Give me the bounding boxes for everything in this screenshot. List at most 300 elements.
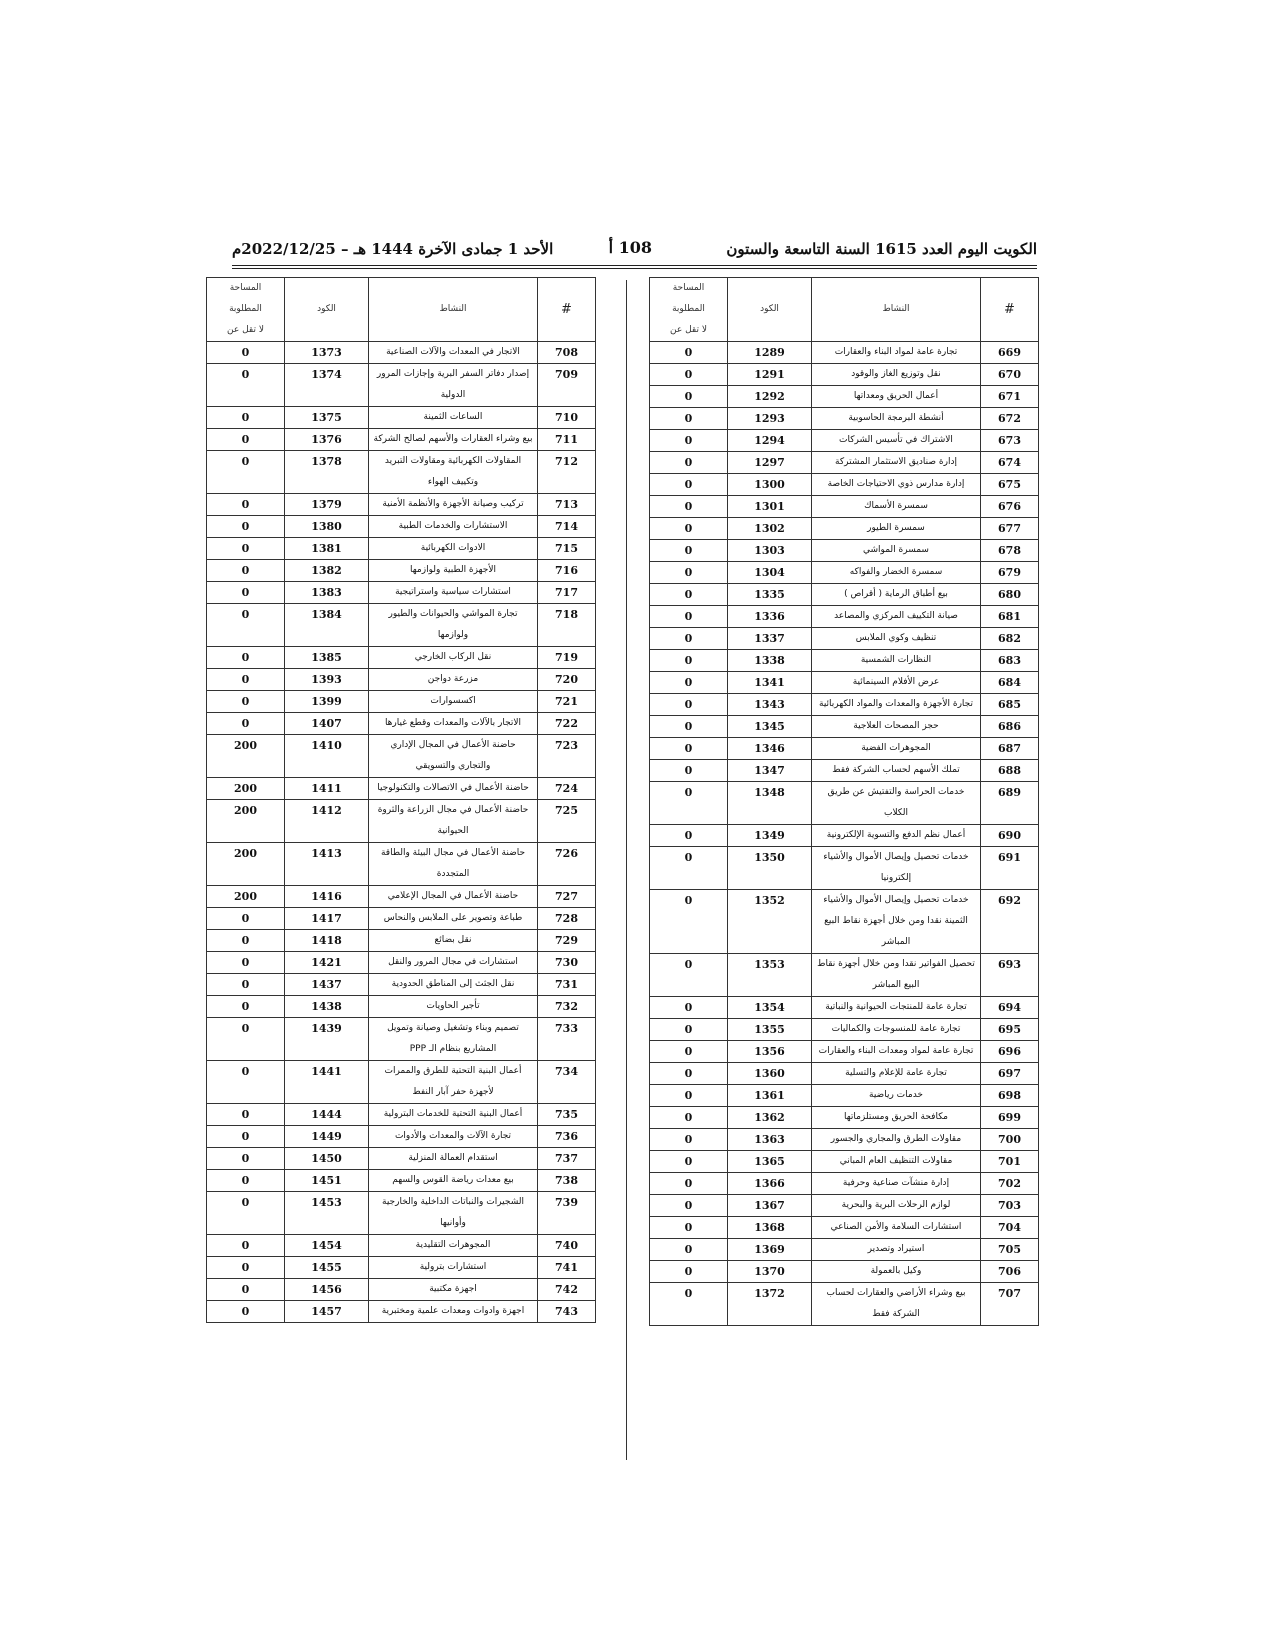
table-row <box>207 538 596 560</box>
cell-code: 1355 <box>728 1019 812 1041</box>
cell-code: 1373 <box>285 342 369 364</box>
table-row <box>207 735 596 778</box>
cell-num: 712 <box>538 451 596 494</box>
cell-code: 1365 <box>728 1151 812 1173</box>
cell-code: 1407 <box>285 713 369 735</box>
cell-area: 0 <box>207 1257 285 1279</box>
table-row <box>650 782 1039 825</box>
cell-activity: الادوات الكهربائية <box>369 538 538 560</box>
cell-num: 683 <box>981 650 1039 672</box>
header-area-text: لا تقل عن <box>227 325 264 335</box>
cell-code: 1444 <box>285 1104 369 1126</box>
cell-activity: سمسرة المواشي <box>812 540 981 562</box>
cell-num: 702 <box>981 1173 1039 1195</box>
cell-code: 1379 <box>285 494 369 516</box>
cell-area: 0 <box>207 516 285 538</box>
cell-num: 693 <box>981 954 1039 997</box>
table-row <box>650 364 1039 386</box>
cell-num: 706 <box>981 1261 1039 1283</box>
table-row <box>650 847 1039 890</box>
cell-num: 680 <box>981 584 1039 606</box>
cell-area: 0 <box>650 606 728 628</box>
table-row <box>207 1061 596 1104</box>
cell-num: 694 <box>981 997 1039 1019</box>
cell-activity: الاشتراك في تأسيس الشركات <box>812 430 981 452</box>
table-row <box>207 647 596 669</box>
cell-area: 0 <box>650 1239 728 1261</box>
cell-code: 1380 <box>285 516 369 538</box>
cell-activity: المقاولات الكهربائية ومقاولات التبريد وتكييف الهواء <box>369 451 538 494</box>
cell-activity: الأجهزة الطبية ولوازمها <box>369 560 538 582</box>
cell-activity: اجهزة مكتبية <box>369 1279 538 1301</box>
cell-num: 672 <box>981 408 1039 430</box>
cell-code: 1350 <box>728 847 812 890</box>
table-row <box>650 1041 1039 1063</box>
cell-code: 1385 <box>285 647 369 669</box>
cell-code: 1304 <box>728 562 812 584</box>
cell-num: 720 <box>538 669 596 691</box>
header-area-text: لا تقل عن <box>670 325 707 335</box>
cell-num: 724 <box>538 778 596 800</box>
cell-num: 686 <box>981 716 1039 738</box>
cell-code: 1456 <box>285 1279 369 1301</box>
table-row <box>207 604 596 647</box>
table-row <box>650 496 1039 518</box>
cell-activity: تنظيف وكوي الملابس <box>812 628 981 650</box>
cell-num: 740 <box>538 1235 596 1257</box>
cell-code: 1347 <box>728 760 812 782</box>
cell-area: 200 <box>207 778 285 800</box>
cell-num: 676 <box>981 496 1039 518</box>
cell-code: 1384 <box>285 604 369 647</box>
cell-code: 1411 <box>285 778 369 800</box>
table-row <box>207 1148 596 1170</box>
table-row <box>650 1195 1039 1217</box>
table-header-row <box>207 278 596 342</box>
cell-area: 0 <box>207 1170 285 1192</box>
cell-activity: تجارة عامة للإعلام والتسلية <box>812 1063 981 1085</box>
cell-activity: تجارة عامة للمنسوجات والكماليات <box>812 1019 981 1041</box>
cell-activity: استقدام العمالة المنزلية <box>369 1148 538 1170</box>
activities-table-left <box>206 277 596 1323</box>
cell-code: 1366 <box>728 1173 812 1195</box>
cell-activity: تجارة المواشي والحيوانات والطيور ولوازمها <box>369 604 538 647</box>
cell-num: 714 <box>538 516 596 538</box>
cell-num: 727 <box>538 886 596 908</box>
cell-area: 0 <box>650 342 728 364</box>
cell-activity: أعمال الحريق ومعداتها <box>812 386 981 408</box>
table-row <box>207 1257 596 1279</box>
cell-area: 0 <box>650 672 728 694</box>
right-table-container <box>649 277 1039 1326</box>
gazette-title: الكويت اليوم العدد 1615 السنة التاسعة والستون <box>726 240 1037 258</box>
cell-num: 735 <box>538 1104 596 1126</box>
cell-activity: إدارة صناديق الاستثمار المشتركة <box>812 452 981 474</box>
cell-area: 0 <box>207 538 285 560</box>
cell-activity: مزرعة دواجن <box>369 669 538 691</box>
cell-area: 200 <box>207 843 285 886</box>
cell-area: 0 <box>650 825 728 847</box>
cell-code: 1421 <box>285 952 369 974</box>
cell-activity: تركيب وصيانة الأجهزة والأنظمة الأمنية <box>369 494 538 516</box>
cell-code: 1341 <box>728 672 812 694</box>
cell-area: 0 <box>650 1261 728 1283</box>
cell-num: 719 <box>538 647 596 669</box>
column-divider <box>626 280 627 1460</box>
table-row <box>207 1126 596 1148</box>
cell-num: 669 <box>981 342 1039 364</box>
cell-code: 1348 <box>728 782 812 825</box>
cell-activity: استشارات في مجال المرور والنقل <box>369 952 538 974</box>
header-code <box>728 278 812 342</box>
cell-num: 711 <box>538 429 596 451</box>
cell-activity: خدمات تحصيل وإيصال الأموال والأشياء الثمينة نقدا ومن خلال أجهزة نقاط البيع المباشر <box>812 890 981 954</box>
cell-area: 0 <box>650 496 728 518</box>
cell-activity: تجارة الأجهزة والمعدات والمواد الكهربائية <box>812 694 981 716</box>
cell-area: 0 <box>207 1126 285 1148</box>
cell-area: 0 <box>650 540 728 562</box>
cell-num: 729 <box>538 930 596 952</box>
cell-num: 728 <box>538 908 596 930</box>
cell-code: 1346 <box>728 738 812 760</box>
cell-activity: تحصيل الفواتير نقدا ومن خلال أجهزة نقاط البيع المباشر <box>812 954 981 997</box>
cell-num: 671 <box>981 386 1039 408</box>
table-row <box>650 1261 1039 1283</box>
table-row <box>207 1301 596 1323</box>
cell-code: 1356 <box>728 1041 812 1063</box>
table-row <box>650 430 1039 452</box>
cell-code: 1300 <box>728 474 812 496</box>
table-row <box>650 997 1039 1019</box>
cell-code: 1382 <box>285 560 369 582</box>
cell-area: 0 <box>207 930 285 952</box>
cell-area: 200 <box>207 800 285 843</box>
cell-code: 1441 <box>285 1061 369 1104</box>
cell-area: 0 <box>207 582 285 604</box>
cell-code: 1363 <box>728 1129 812 1151</box>
cell-num: 703 <box>981 1195 1039 1217</box>
cell-area: 0 <box>207 1235 285 1257</box>
cell-num: 681 <box>981 606 1039 628</box>
cell-area: 0 <box>207 1279 285 1301</box>
table-row <box>650 890 1039 954</box>
cell-code: 1369 <box>728 1239 812 1261</box>
header-area-text: المساحة <box>672 283 705 293</box>
cell-activity: تصميم وبناء وتشغيل وصيانة وتمويل المشاريع بنظام الـ PPP <box>369 1018 538 1061</box>
cell-area: 0 <box>207 952 285 974</box>
cell-num: 684 <box>981 672 1039 694</box>
table-row <box>207 407 596 429</box>
table-row <box>207 691 596 713</box>
cell-code: 1303 <box>728 540 812 562</box>
page-header <box>232 238 1037 268</box>
cell-num: 678 <box>981 540 1039 562</box>
table-row <box>650 672 1039 694</box>
cell-num: 700 <box>981 1129 1039 1151</box>
table-row <box>650 540 1039 562</box>
cell-area: 0 <box>650 1195 728 1217</box>
cell-activity: نقل الركاب الخارجي <box>369 647 538 669</box>
cell-num: 733 <box>538 1018 596 1061</box>
cell-code: 1374 <box>285 364 369 407</box>
table-row <box>650 452 1039 474</box>
cell-code: 1399 <box>285 691 369 713</box>
issue-date: الأحد 1 جمادى الآخرة 1444 هـ – 2022/12/25م <box>232 240 554 258</box>
cell-activity: المجوهرات الفضية <box>812 738 981 760</box>
table-row <box>650 1151 1039 1173</box>
cell-code: 1439 <box>285 1018 369 1061</box>
cell-num: 739 <box>538 1192 596 1235</box>
cell-area: 0 <box>650 954 728 997</box>
table-row <box>207 886 596 908</box>
cell-area: 0 <box>650 386 728 408</box>
cell-code: 1343 <box>728 694 812 716</box>
cell-activity: استيراد وتصدير <box>812 1239 981 1261</box>
cell-activity: الاستشارات والخدمات الطبية <box>369 516 538 538</box>
cell-area: 0 <box>650 408 728 430</box>
cell-activity: حاضنة الأعمال في المجال الإعلامي <box>369 886 538 908</box>
table-row <box>650 694 1039 716</box>
cell-area: 0 <box>650 1151 728 1173</box>
cell-num: 689 <box>981 782 1039 825</box>
cell-num: 713 <box>538 494 596 516</box>
cell-area: 0 <box>207 429 285 451</box>
cell-num: 718 <box>538 604 596 647</box>
cell-activity: استشارات السلامة والأمن الصناعي <box>812 1217 981 1239</box>
cell-activity: وكيل بالعمولة <box>812 1261 981 1283</box>
cell-activity: تجارة عامة للمنتجات الحيوانية والنباتية <box>812 997 981 1019</box>
cell-code: 1297 <box>728 452 812 474</box>
cell-area: 0 <box>650 1041 728 1063</box>
header-area <box>650 278 728 342</box>
cell-area: 0 <box>207 1148 285 1170</box>
cell-code: 1455 <box>285 1257 369 1279</box>
cell-code: 1338 <box>728 650 812 672</box>
table-row <box>650 650 1039 672</box>
table-row <box>207 713 596 735</box>
table-row <box>650 386 1039 408</box>
table-row <box>650 628 1039 650</box>
cell-code: 1345 <box>728 716 812 738</box>
cell-activity: المجوهرات التقليدية <box>369 1235 538 1257</box>
table-row <box>207 669 596 691</box>
cell-activity: مقاولات الطرق والمجاري والجسور <box>812 1129 981 1151</box>
cell-code: 1353 <box>728 954 812 997</box>
cell-activity: اجهزة وادوات ومعدات علمية ومختبرية <box>369 1301 538 1323</box>
cell-num: 710 <box>538 407 596 429</box>
table-row <box>207 1192 596 1235</box>
cell-activity: خدمات تحصيل وإيصال الأموال والأشياء إلكترونيا <box>812 847 981 890</box>
cell-activity: مقاولات التنظيف العام المباني <box>812 1151 981 1173</box>
cell-num: 679 <box>981 562 1039 584</box>
cell-area: 0 <box>207 1061 285 1104</box>
cell-num: 742 <box>538 1279 596 1301</box>
cell-activity: أعمال نظم الدفع والتسوية الإلكترونية <box>812 825 981 847</box>
cell-code: 1378 <box>285 451 369 494</box>
cell-activity: تملك الأسهم لحساب الشركة فقط <box>812 760 981 782</box>
table-row <box>650 1283 1039 1326</box>
cell-area: 0 <box>207 560 285 582</box>
table-row <box>207 342 596 364</box>
activities-table-right <box>649 277 1039 1326</box>
cell-code: 1381 <box>285 538 369 560</box>
table-row <box>207 1235 596 1257</box>
cell-code: 1449 <box>285 1126 369 1148</box>
cell-area: 0 <box>207 451 285 494</box>
cell-activity: إدارة مدارس ذوي الاحتياجات الخاصة <box>812 474 981 496</box>
cell-activity: خدمات الحراسة والتفتيش عن طريق الكلاب <box>812 782 981 825</box>
cell-area: 0 <box>650 584 728 606</box>
table-row <box>650 1217 1039 1239</box>
cell-code: 1370 <box>728 1261 812 1283</box>
cell-num: 682 <box>981 628 1039 650</box>
table-row <box>207 930 596 952</box>
cell-activity: أعمال البنية التحتية للطرق والممرات لأجهزة حفر آبار النفط <box>369 1061 538 1104</box>
cell-code: 1349 <box>728 825 812 847</box>
table-row <box>207 494 596 516</box>
table-row <box>207 1170 596 1192</box>
cell-code: 1375 <box>285 407 369 429</box>
table-row <box>207 516 596 538</box>
cell-area: 200 <box>207 886 285 908</box>
cell-activity: مكافحة الحريق ومستلزماتها <box>812 1107 981 1129</box>
cell-activity: تأجير الحاويات <box>369 996 538 1018</box>
cell-code: 1417 <box>285 908 369 930</box>
cell-num: 732 <box>538 996 596 1018</box>
cell-area: 0 <box>207 974 285 996</box>
table-row <box>650 474 1039 496</box>
cell-area: 0 <box>207 647 285 669</box>
cell-activity: حاضنة الأعمال في المجال الإداري والتجاري والتسويقي <box>369 735 538 778</box>
table-row <box>650 1019 1039 1041</box>
cell-area: 0 <box>650 760 728 782</box>
cell-code: 1336 <box>728 606 812 628</box>
cell-num: 723 <box>538 735 596 778</box>
cell-num: 708 <box>538 342 596 364</box>
cell-num: 722 <box>538 713 596 735</box>
cell-num: 707 <box>981 1283 1039 1326</box>
cell-activity: الاتجار بالآلات والمعدات وقطع غيارها <box>369 713 538 735</box>
cell-code: 1302 <box>728 518 812 540</box>
cell-activity: بيع معدات رياضة القوس والسهم <box>369 1170 538 1192</box>
cell-num: 734 <box>538 1061 596 1104</box>
cell-num: 670 <box>981 364 1039 386</box>
cell-code: 1362 <box>728 1107 812 1129</box>
cell-code: 1454 <box>285 1235 369 1257</box>
cell-area: 0 <box>650 452 728 474</box>
table-row <box>207 582 596 604</box>
cell-area: 0 <box>207 669 285 691</box>
cell-area: 0 <box>650 474 728 496</box>
cell-code: 1294 <box>728 430 812 452</box>
header-code <box>285 278 369 342</box>
cell-num: 737 <box>538 1148 596 1170</box>
cell-area: 0 <box>650 1283 728 1326</box>
header-area <box>207 278 285 342</box>
cell-num: 709 <box>538 364 596 407</box>
table-row <box>650 1173 1039 1195</box>
cell-activity: تجارة عامة لمواد ومعدات البناء والعقارات <box>812 1041 981 1063</box>
cell-area: 0 <box>650 1217 728 1239</box>
cell-activity: حاضنة الأعمال في مجال الزراعة والثروة الحيوانية <box>369 800 538 843</box>
cell-code: 1293 <box>728 408 812 430</box>
cell-area: 0 <box>207 342 285 364</box>
cell-activity: نقل وتوزيع الغاز والوقود <box>812 364 981 386</box>
header-num-text: # <box>561 302 572 317</box>
cell-area: 0 <box>650 1063 728 1085</box>
header-area-text: المطلوبة <box>672 304 705 314</box>
table-row <box>207 429 596 451</box>
cell-area: 0 <box>650 1129 728 1151</box>
cell-area: 0 <box>650 890 728 954</box>
cell-area: 0 <box>650 716 728 738</box>
table-row <box>207 560 596 582</box>
table-row <box>650 606 1039 628</box>
table-row <box>207 1104 596 1126</box>
cell-num: 677 <box>981 518 1039 540</box>
cell-num: 698 <box>981 1085 1039 1107</box>
cell-activity: تجارة عامة لمواد البناء والعقارات <box>812 342 981 364</box>
table-row <box>650 1107 1039 1129</box>
cell-num: 685 <box>981 694 1039 716</box>
cell-activity: سمسرة الخضار والفواكه <box>812 562 981 584</box>
cell-area: 0 <box>207 996 285 1018</box>
cell-area: 0 <box>207 604 285 647</box>
cell-activity: الساعات الثمينة <box>369 407 538 429</box>
cell-code: 1291 <box>728 364 812 386</box>
cell-num: 675 <box>981 474 1039 496</box>
cell-num: 701 <box>981 1151 1039 1173</box>
cell-activity: إصدار دفاتر السفر البرية وإجازات المرور الدولية <box>369 364 538 407</box>
cell-area: 0 <box>207 691 285 713</box>
header-activity-text: النشاط <box>882 304 910 314</box>
cell-code: 1376 <box>285 429 369 451</box>
cell-area: 0 <box>207 1104 285 1126</box>
table-row <box>207 908 596 930</box>
cell-num: 721 <box>538 691 596 713</box>
cell-activity: بيع وشراء الأراضي والعقارات لحساب الشركة فقط <box>812 1283 981 1326</box>
cell-area: 0 <box>650 738 728 760</box>
cell-activity: الاتجار في المعدات والآلات الصناعية <box>369 342 538 364</box>
cell-area: 0 <box>207 908 285 930</box>
cell-activity: سمسرة الأسماك <box>812 496 981 518</box>
cell-code: 1437 <box>285 974 369 996</box>
header-activity <box>812 278 981 342</box>
table-row <box>207 451 596 494</box>
cell-area: 0 <box>207 494 285 516</box>
cell-num: 695 <box>981 1019 1039 1041</box>
cell-code: 1416 <box>285 886 369 908</box>
table-row <box>207 843 596 886</box>
cell-num: 705 <box>981 1239 1039 1261</box>
header-area-text: المساحة <box>229 283 262 293</box>
cell-area: 0 <box>207 1192 285 1235</box>
cell-activity: حاضنة الأعمال في مجال البيئة والطاقة المتجددة <box>369 843 538 886</box>
cell-area: 0 <box>650 364 728 386</box>
header-rule-thin <box>232 268 1037 269</box>
table-row <box>650 518 1039 540</box>
cell-num: 717 <box>538 582 596 604</box>
cell-num: 738 <box>538 1170 596 1192</box>
cell-activity: صيانة التكييف المركزي والمصاعد <box>812 606 981 628</box>
cell-num: 725 <box>538 800 596 843</box>
cell-num: 736 <box>538 1126 596 1148</box>
cell-activity: اكسسوارات <box>369 691 538 713</box>
cell-area: 0 <box>650 1085 728 1107</box>
table-row <box>650 716 1039 738</box>
cell-num: 690 <box>981 825 1039 847</box>
table-row <box>207 778 596 800</box>
